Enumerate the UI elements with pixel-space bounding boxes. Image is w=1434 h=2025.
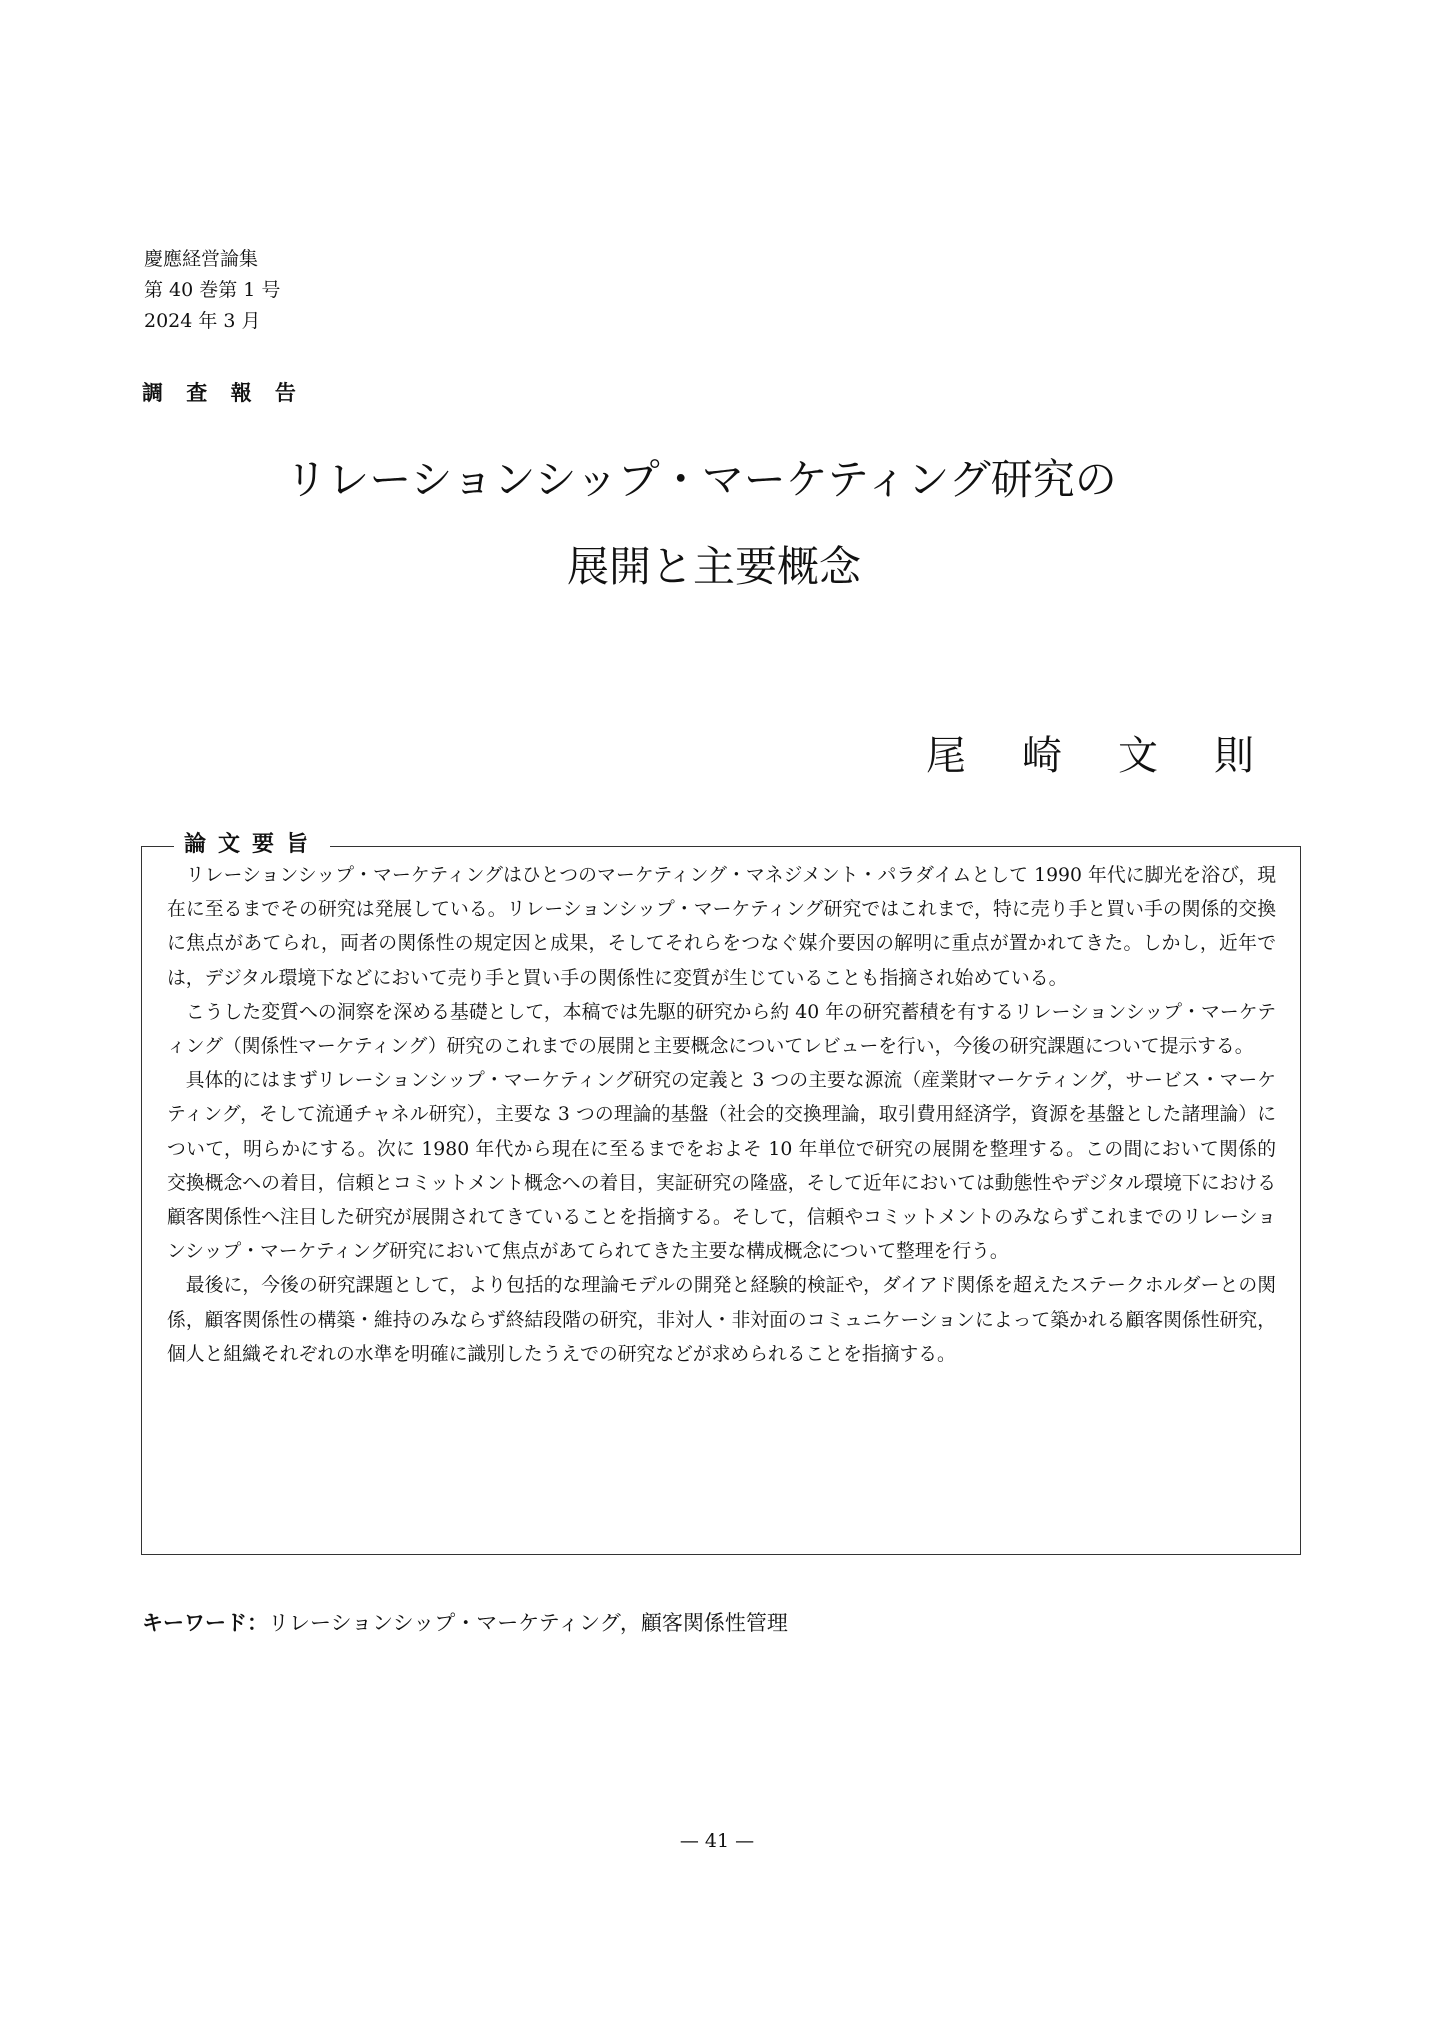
- journal-name: 慶應経営論集: [144, 248, 259, 270]
- abstract-paragraph-4: 最後に，今後の研究課題として，より包括的な理論モデルの開発と経験的検証や，ダイアド関係を超えたステークホルダーとの関係，顧客関係性の構築・維持のみならず終結段階の研究，非対人・非対面のコミュニケーションによって築かれる顧客関係性研究，個人と組織それぞれの水準を明確に識別したうえでの研究などが求められることを指摘する。: [167, 1275, 1276, 1365]
- journal-volume: 第 40 巻第 1 号: [144, 279, 281, 301]
- title-line-2: 展開と主要概念: [566, 542, 861, 591]
- keywords-values: リレーションシップ・マーケティング，顧客関係性管理: [268, 1611, 788, 1635]
- article-type: 調 査 報 告: [142, 381, 304, 405]
- title-line-1: リレーションシップ・マーケティング研究の: [285, 455, 1117, 504]
- abstract-body: [167, 859, 1276, 1372]
- journal-date: 2024 年 3 月: [144, 310, 261, 332]
- author-name: 尾崎文則: [926, 733, 1310, 779]
- abstract-box: [141, 832, 1301, 1555]
- abstract-paragraph-1: リレーションシップ・マーケティングはひとつのマーケティング・マネジメント・パラダイムとして 1990 年代に脚光を浴び，現在に至るまでその研究は発展している。リレーションシップ・マーケティング研究ではこれまで，特に売り手と買い手の関係的交換に焦点があてられ，両者の関係性の規定因と成果，そしてそれらをつなぐ媒介要因の解明に重点が置かれてきた。しかし，近年では，デジタル環境下などにおいて売り手と買い手の関係性に変質が生じていることも指摘され始めている。: [167, 865, 1276, 989]
- keywords-label: キーワード：: [142, 1611, 268, 1635]
- abstract-heading: 論文要旨: [174, 827, 330, 863]
- abstract-paragraph-2: こうした変質への洞察を深める基礎として，本稿では先駆的研究から約 40 年の研究蓄積を有するリレーションシップ・マーケティング（関係性マーケティング）研究のこれまでの展開と主要概念についてレビューを行い，今後の研究課題について提示する。: [167, 1001, 1276, 1058]
- keywords: [142, 1607, 788, 1637]
- journal-info: [144, 244, 280, 337]
- page-number: — 41 —: [679, 1830, 755, 1852]
- abstract-paragraph-3: 具体的にはまずリレーションシップ・マーケティング研究の定義と 3 つの主要な源流（産業財マーケティング，サービス・マーケティング，そして流通チャネル研究），主要な 3 つの理論的基盤（社会的交換理論，取引費用経済学，資源を基盤とした諸理論）について，明らかにする。次に 1980 年代から現在に至るまでをおよそ 10 年単位で研究の展開を整理する。この間において関係的交換概念への着目，信頼とコミットメント概念への着目，実証研究の隆盛，そして近年においては動態性やデジタル環境下における顧客関係性へ注目した研究が展開されてきていることを指摘する。そして，信頼やコミットメントのみならずこれまでのリレーションシップ・マーケティング研究において焦点があてられてきた主要な構成概念について整理を行う。: [167, 1070, 1276, 1263]
